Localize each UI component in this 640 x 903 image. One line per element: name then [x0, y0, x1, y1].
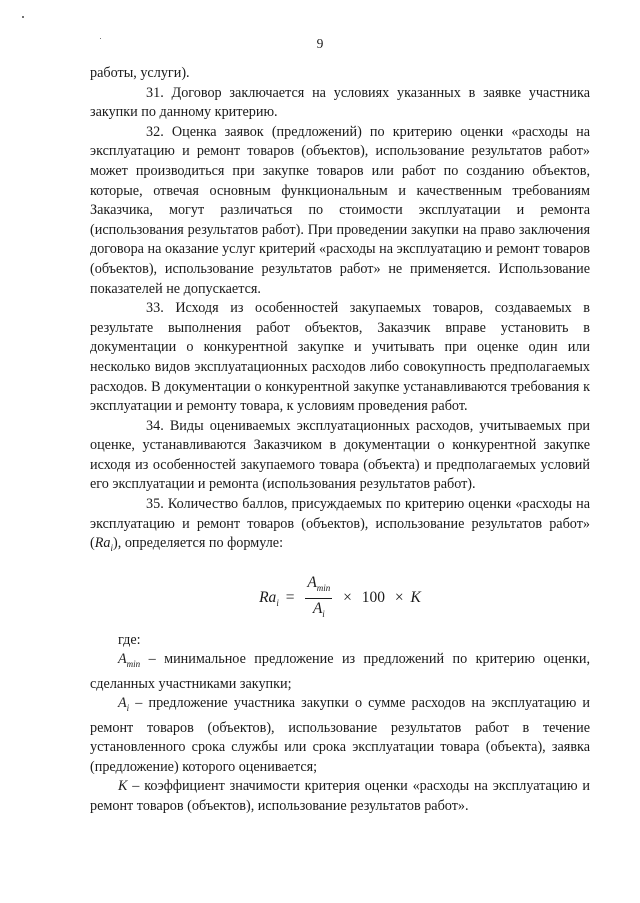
paragraph-31	[90, 84, 590, 123]
paragraph-text: Договор заключается на условиях указанных в заявке участника закупки по данному критерию.	[90, 84, 590, 121]
paragraph-34	[90, 417, 590, 495]
paragraph-number: 34.	[146, 417, 164, 434]
symbol-text: K	[118, 778, 128, 795]
formula-lhs	[259, 589, 279, 606]
paragraph-number: 32.	[146, 123, 164, 140]
scan-speck	[22, 16, 24, 18]
paragraph-33	[90, 299, 590, 417]
denominator-text: A	[312, 599, 323, 617]
paragraph-32	[90, 123, 590, 299]
continuation-text: работы, услуги).	[90, 65, 190, 81]
definition-k	[90, 777, 590, 816]
symbol-text: Ra	[94, 535, 111, 552]
definition-text: – коэффициент значимости критерия оценки «расходы на эксплуатацию и ремонт товаров (объектов), использование результатов работ».	[90, 778, 590, 815]
symbol-subscript: i	[126, 703, 130, 714]
numerator-text: A	[307, 573, 317, 591]
paragraph-text: Количество баллов, присуждаемых по критерию оценки «расходы на эксплуатацию и ремонт товаров (объектов), использование результатов работ» (	[90, 496, 590, 552]
denominator-subscript: i	[322, 608, 325, 619]
paragraph-text: Исходя из особенностей закупаемых товаров, создаваемых в результате выполнения работ объектов, Заказчик вправе установить в документации о конкурентной закупке и учитывать при оценке один или несколько видов эксплуатационных расходов либо совокупность предполагаемых расходов. В документации о конкурентной закупке устанавливаются требования к эксплуатации и ремонту товара, к условиям проведения работ.	[90, 300, 590, 415]
formula-denominator	[313, 599, 325, 624]
formula-numerator	[305, 573, 332, 599]
document-body	[90, 64, 590, 817]
where-label: где:	[118, 631, 141, 648]
formula	[90, 573, 590, 619]
symbol-subscript: i	[110, 543, 114, 554]
definition-text: – предложение участника закупки о сумме расходов на эксплуатацию и ремонт товаров (объектов), использование результатов работ в течение установленного срока службы или срока эксплуатации товара (объекта), заявка (предложение) которого оценивается;	[90, 695, 590, 775]
symbol-ra	[94, 535, 114, 554]
paragraph-text: Виды оцениваемых эксплуатационных расходов, учитываемых при оценке, устанавливаются Заказчиком в документации о конкурентной закупке исходя из особенностей закупаемого товара (объекта) и предполагаемых условий его эксплуатации и ремонта (использования результатов работ).	[90, 417, 591, 493]
formula-constant: 100	[361, 588, 386, 606]
symbol-text: A	[118, 651, 127, 668]
definition-amin	[90, 650, 590, 694]
formula-fraction	[305, 573, 332, 624]
paragraph-number: 35.	[146, 496, 164, 513]
definition-ai	[90, 694, 590, 777]
numerator-subscript: min	[316, 582, 331, 593]
formula-equals: =	[285, 588, 295, 606]
formula-factor: K	[410, 588, 421, 606]
symbol-subscript: min	[126, 659, 141, 670]
definition-symbol	[118, 651, 141, 670]
formula-lhs-text: Ra	[259, 588, 277, 606]
paragraph-number: 33.	[146, 300, 164, 317]
formula-times: ×	[343, 588, 352, 606]
page-number: 9	[316, 36, 324, 51]
definition-text: – минимальное предложение из предложений по критерию оценки, сделанных участниками закупки;	[90, 651, 590, 692]
formula-times: ×	[394, 588, 404, 606]
definition-symbol	[118, 695, 130, 714]
paragraph-text: ), определяется по формуле:	[113, 535, 284, 552]
paragraph-35	[90, 495, 590, 559]
formula-lhs-subscript: i	[276, 597, 279, 608]
paragraph-text: Оценка заявок (предложений) по критерию оценки «расходы на эксплуатацию и ремонт товаров (объектов), использование результатов работ» может производиться при закупке товаров или работ по созданию объектов, которые, отвечая основным функциональным и качественным требованиям Заказчика, могут различаться по стоимости эксплуатации и ремонта (использования результатов работ). При проведении закупки на право заключения договора на оказание услуг критерий «расходы на эксплуатацию и ремонт товаров (объектов), использование результатов работ» не применяется. Использование показателей не допускается.	[90, 123, 590, 297]
symbol-text: A	[118, 695, 127, 712]
paragraph-number: 31.	[146, 84, 164, 101]
